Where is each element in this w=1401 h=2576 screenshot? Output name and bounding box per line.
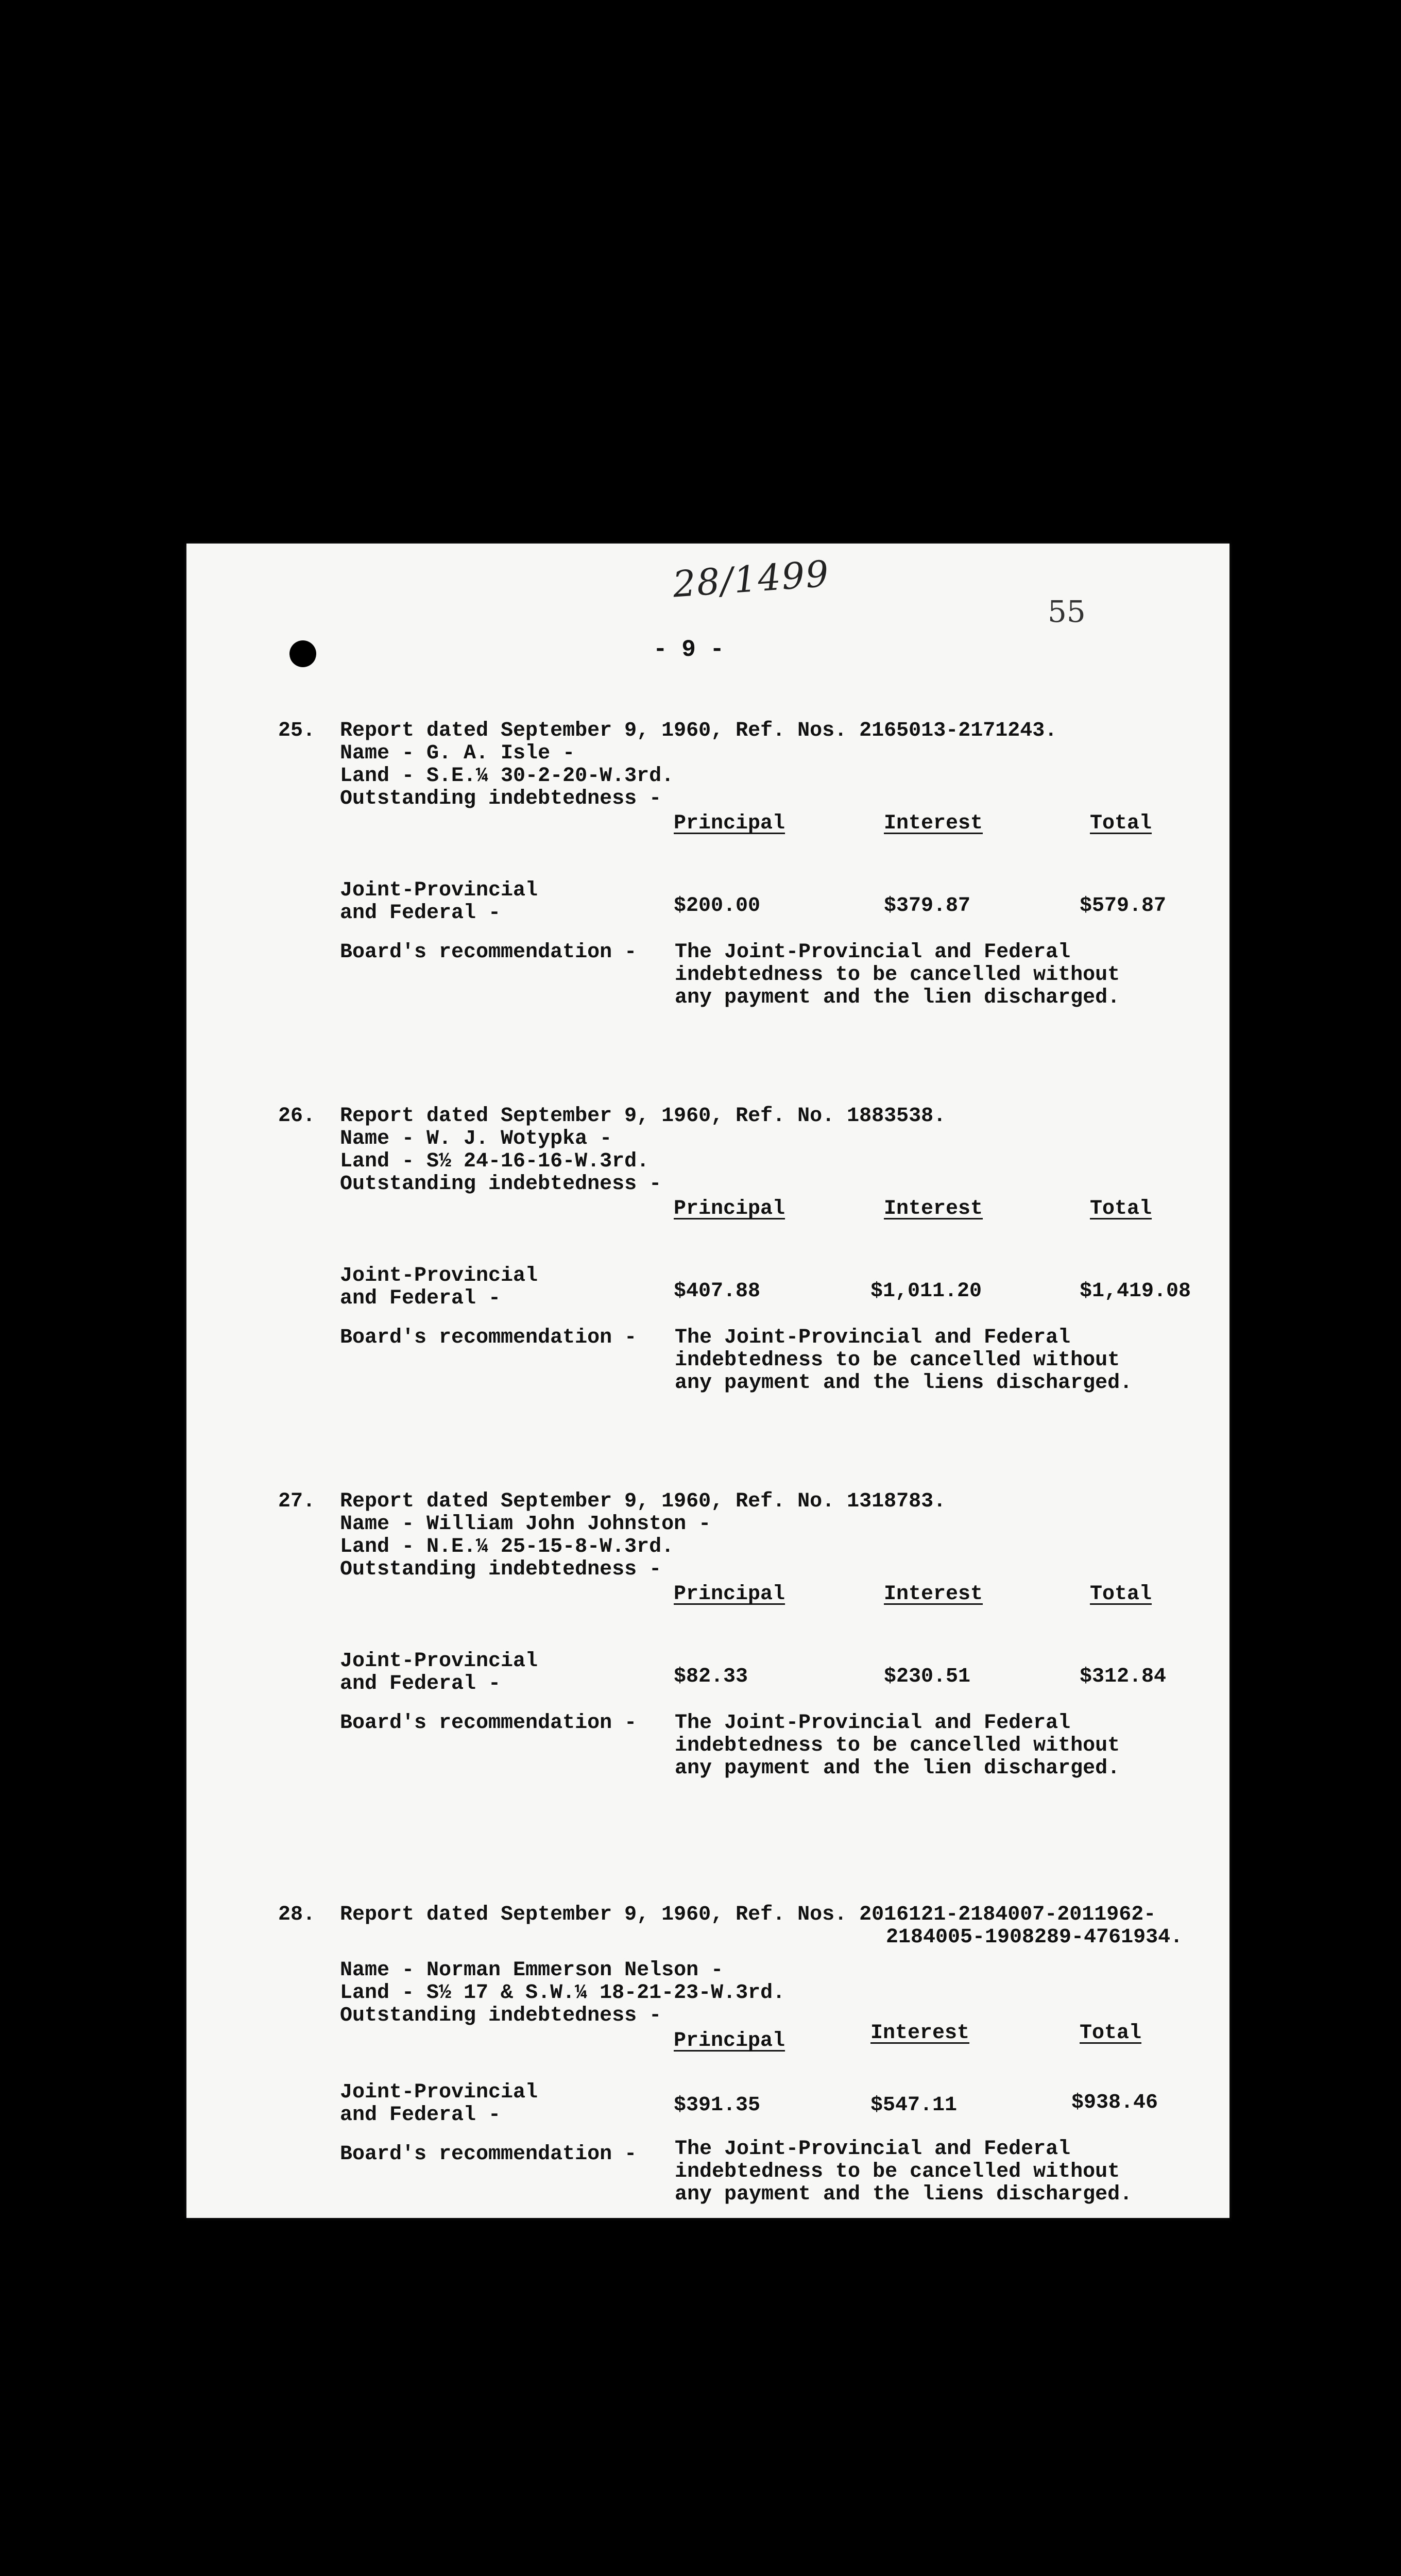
principal-value: $200.00 [674,894,761,918]
total-value: $938.46 [1071,2091,1158,2114]
row-label: Joint-Provincial and Federal - [340,1650,538,1696]
principal-value: $391.35 [674,2094,761,2117]
entry-number: 28. [278,1903,316,1926]
total-value: $1,419.08 [1080,1280,1191,1303]
principal-value: $407.88 [674,1280,761,1303]
land-line: Land - N.E.¼ 25-15-8-W.3rd. [340,1535,674,1558]
total-header: Total [1090,812,1152,835]
principal-header: Principal [674,1197,785,1221]
recommendation-text: The Joint-Provincial and Federal indebtedness to be cancelled without any payment and the lien discharged. [675,941,1120,1009]
handwritten-reference: 28/1499 [671,552,831,606]
name-line: Name - W. J. Wotypka - [340,1127,612,1150]
name-line: Name - G. A. Isle - [340,742,575,765]
name-line: Name - William John Johnston - [340,1513,711,1536]
report-line: Report dated September 9, 1960, Ref. No. 1318783. [340,1490,946,1513]
recommendation-label: Board's recommendation - [340,1711,637,1735]
row-label: Joint-Provincial and Federal - [340,2081,538,2127]
recommendation-label: Board's recommendation - [340,1326,637,1349]
name-line: Name - Norman Emmerson Nelson - [340,1959,724,1982]
report-line: Report dated September 9, 1960, Ref. Nos. 2016121-2184007-2011962- [340,1903,1156,1926]
entry-number: 27. [278,1490,316,1513]
report-line: Report dated September 9, 1960, Ref. No. 1883538. [340,1105,946,1128]
entry-header [340,1490,1205,1581]
interest-header: Interest [884,1583,983,1606]
recommendation-label: Board's recommendation - [340,2143,637,2166]
row-label: Joint-Provincial and Federal - [340,879,538,925]
land-line: Land - S.E.¼ 30-2-20-W.3rd. [340,765,674,788]
interest-header: Interest [870,2022,970,2045]
report-line-continued: 2184005-1908289-4761934. [886,1926,1183,1949]
entry-header [340,1904,1205,2027]
row-label: Joint-Provincial and Federal - [340,1264,538,1310]
interest-value: $1,011.20 [870,1280,982,1303]
recommendation-text: The Joint-Provincial and Federal indebtedness to be cancelled without any payment and the liens discharged. [675,2138,1133,2206]
document-page [186,544,1229,2218]
total-header: Total [1080,2022,1142,2045]
total-value: $312.84 [1080,1665,1167,1688]
principal-header: Principal [674,2029,785,2053]
recommendation-label: Board's recommendation - [340,941,637,964]
interest-value: $379.87 [884,894,971,918]
land-line: Land - S½ 17 & S.W.¼ 18-21-23-W.3rd. [340,1981,785,2005]
interest-header: Interest [884,812,983,835]
report-line: Report dated September 9, 1960, Ref. Nos. 2165013-2171243. [340,719,1057,742]
interest-value: $230.51 [884,1665,971,1688]
recommendation-text: The Joint-Provincial and Federal indebtedness to be cancelled without any payment and the liens discharged. [675,1326,1133,1395]
entry-header [340,1105,1205,1196]
total-value: $579.87 [1080,894,1167,918]
total-header: Total [1090,1197,1152,1221]
outstanding-line: Outstanding indebtedness - [340,1558,662,1581]
outstanding-line: Outstanding indebtedness - [340,2004,662,2027]
total-header: Total [1090,1583,1152,1606]
entry-number: 25. [278,719,316,742]
outstanding-line: Outstanding indebtedness - [340,787,662,810]
entry-header [340,720,1205,810]
principal-value: $82.33 [674,1665,748,1688]
page-number: - 9 - [653,636,725,663]
interest-header: Interest [884,1197,983,1221]
land-line: Land - S½ 24-16-16-W.3rd. [340,1150,650,1173]
principal-header: Principal [674,1583,785,1606]
entry-number: 26. [278,1105,316,1128]
page-stamp-number: 55 [1048,594,1086,629]
principal-header: Principal [674,812,785,835]
outstanding-line: Outstanding indebtedness - [340,1173,662,1196]
punch-hole [289,640,316,667]
recommendation-text: The Joint-Provincial and Federal indebtedness to be cancelled without any payment and the lien discharged. [675,1711,1120,1780]
interest-value: $547.11 [870,2094,958,2117]
